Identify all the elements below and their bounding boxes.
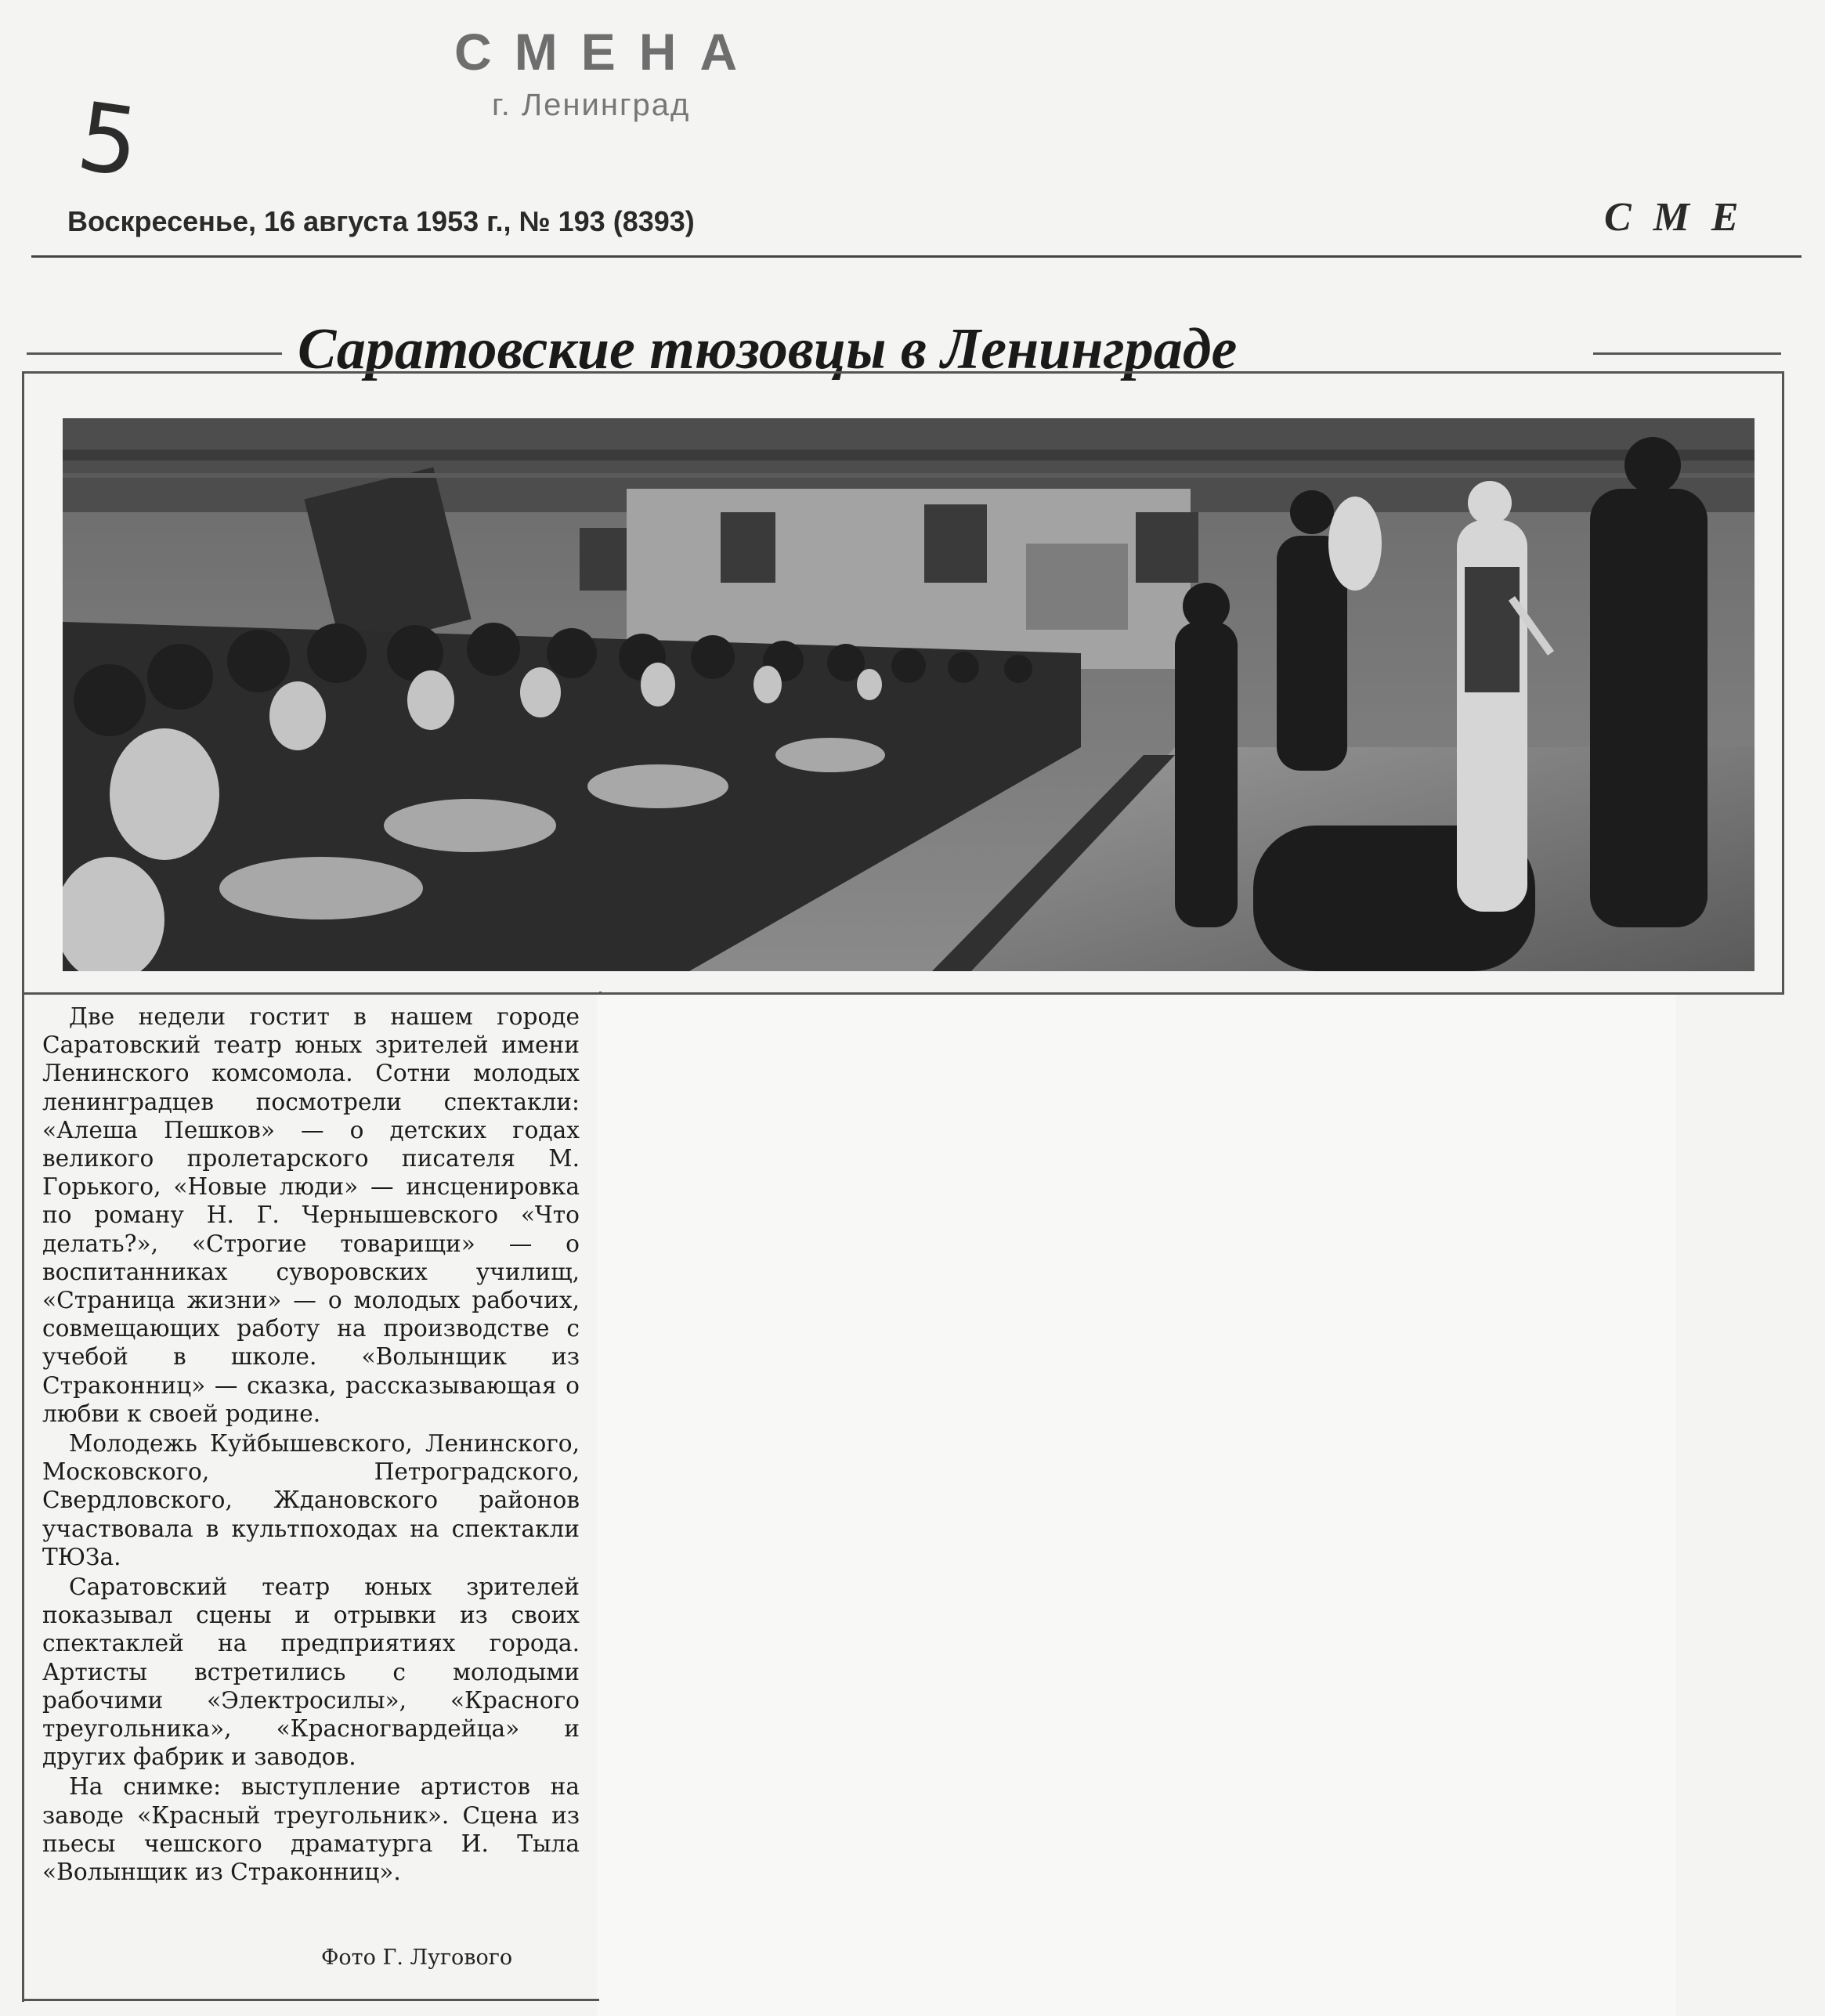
article-paragraph: Саратовский театр юных зрителей показывал сцены и отрывки из своих спектаклей на предприятиях города. Артисты встретились с молодыми рабочими «Электросилы», «Красного треугольника», «Красногвардейца» и других фабрик и заводов. (42, 1573, 580, 1771)
photo-caption: На снимке: выступление артистов на заводе «Красный треугольник». Сцена из пьесы чешского драматурга И. Тыла «Волынщик из Страконниц». (42, 1773, 580, 1886)
headline-rule-right (1593, 352, 1781, 355)
masthead-rule (31, 255, 1802, 258)
newspaper-city-stamp: г. Ленинград (492, 88, 691, 122)
handwritten-page-number: 5 (70, 82, 146, 199)
article-paragraph: Две недели гостит в нашем городе Саратовский театр юных зрителей имени Ленинского комсомола. Сотни молодых ленинградцев посмотрели спектакли: «Алеша Пешков» — о детских годах великого пролетарского писателя М. Горького, «Новые люди» — инсценировка по роману Н. Г. Чернышевского «Что делать?», «Строгие товарищи» — о воспитанниках суворовских училищ, «Страница жизни» — о молодых рабочих, совмещающих работу на производстве с учебой в школе. «Волынщик из Страконниц» — сказка, рассказывающая о любви к своей родине. (42, 1003, 580, 1427)
adjacent-page-masthead-fragment: СМЕ (1604, 195, 1761, 240)
newspaper-name-stamp: СМЕНА (454, 23, 761, 81)
article-paragraph: Молодежь Куйбышевского, Ленинского, Московского, Петроградского, Свердловского, Ждановского районов участвовала в культпоходах на спектакли ТЮЗа. (42, 1430, 580, 1570)
article-bottom-rule (22, 1999, 599, 2001)
headline-rule-left (27, 352, 282, 355)
photo-credit: Фото Г. Лугового (321, 1946, 513, 1970)
blank-area (597, 995, 1676, 2016)
issue-date-line: Воскресенье, 16 августа 1953 г., № 193 (8393) (67, 205, 695, 237)
article-photo (63, 418, 1755, 971)
photo-illustration (63, 418, 1755, 971)
article-body (42, 1003, 580, 1886)
article-headline: Саратовские тюзовцы в Ленинграде (298, 317, 1238, 381)
